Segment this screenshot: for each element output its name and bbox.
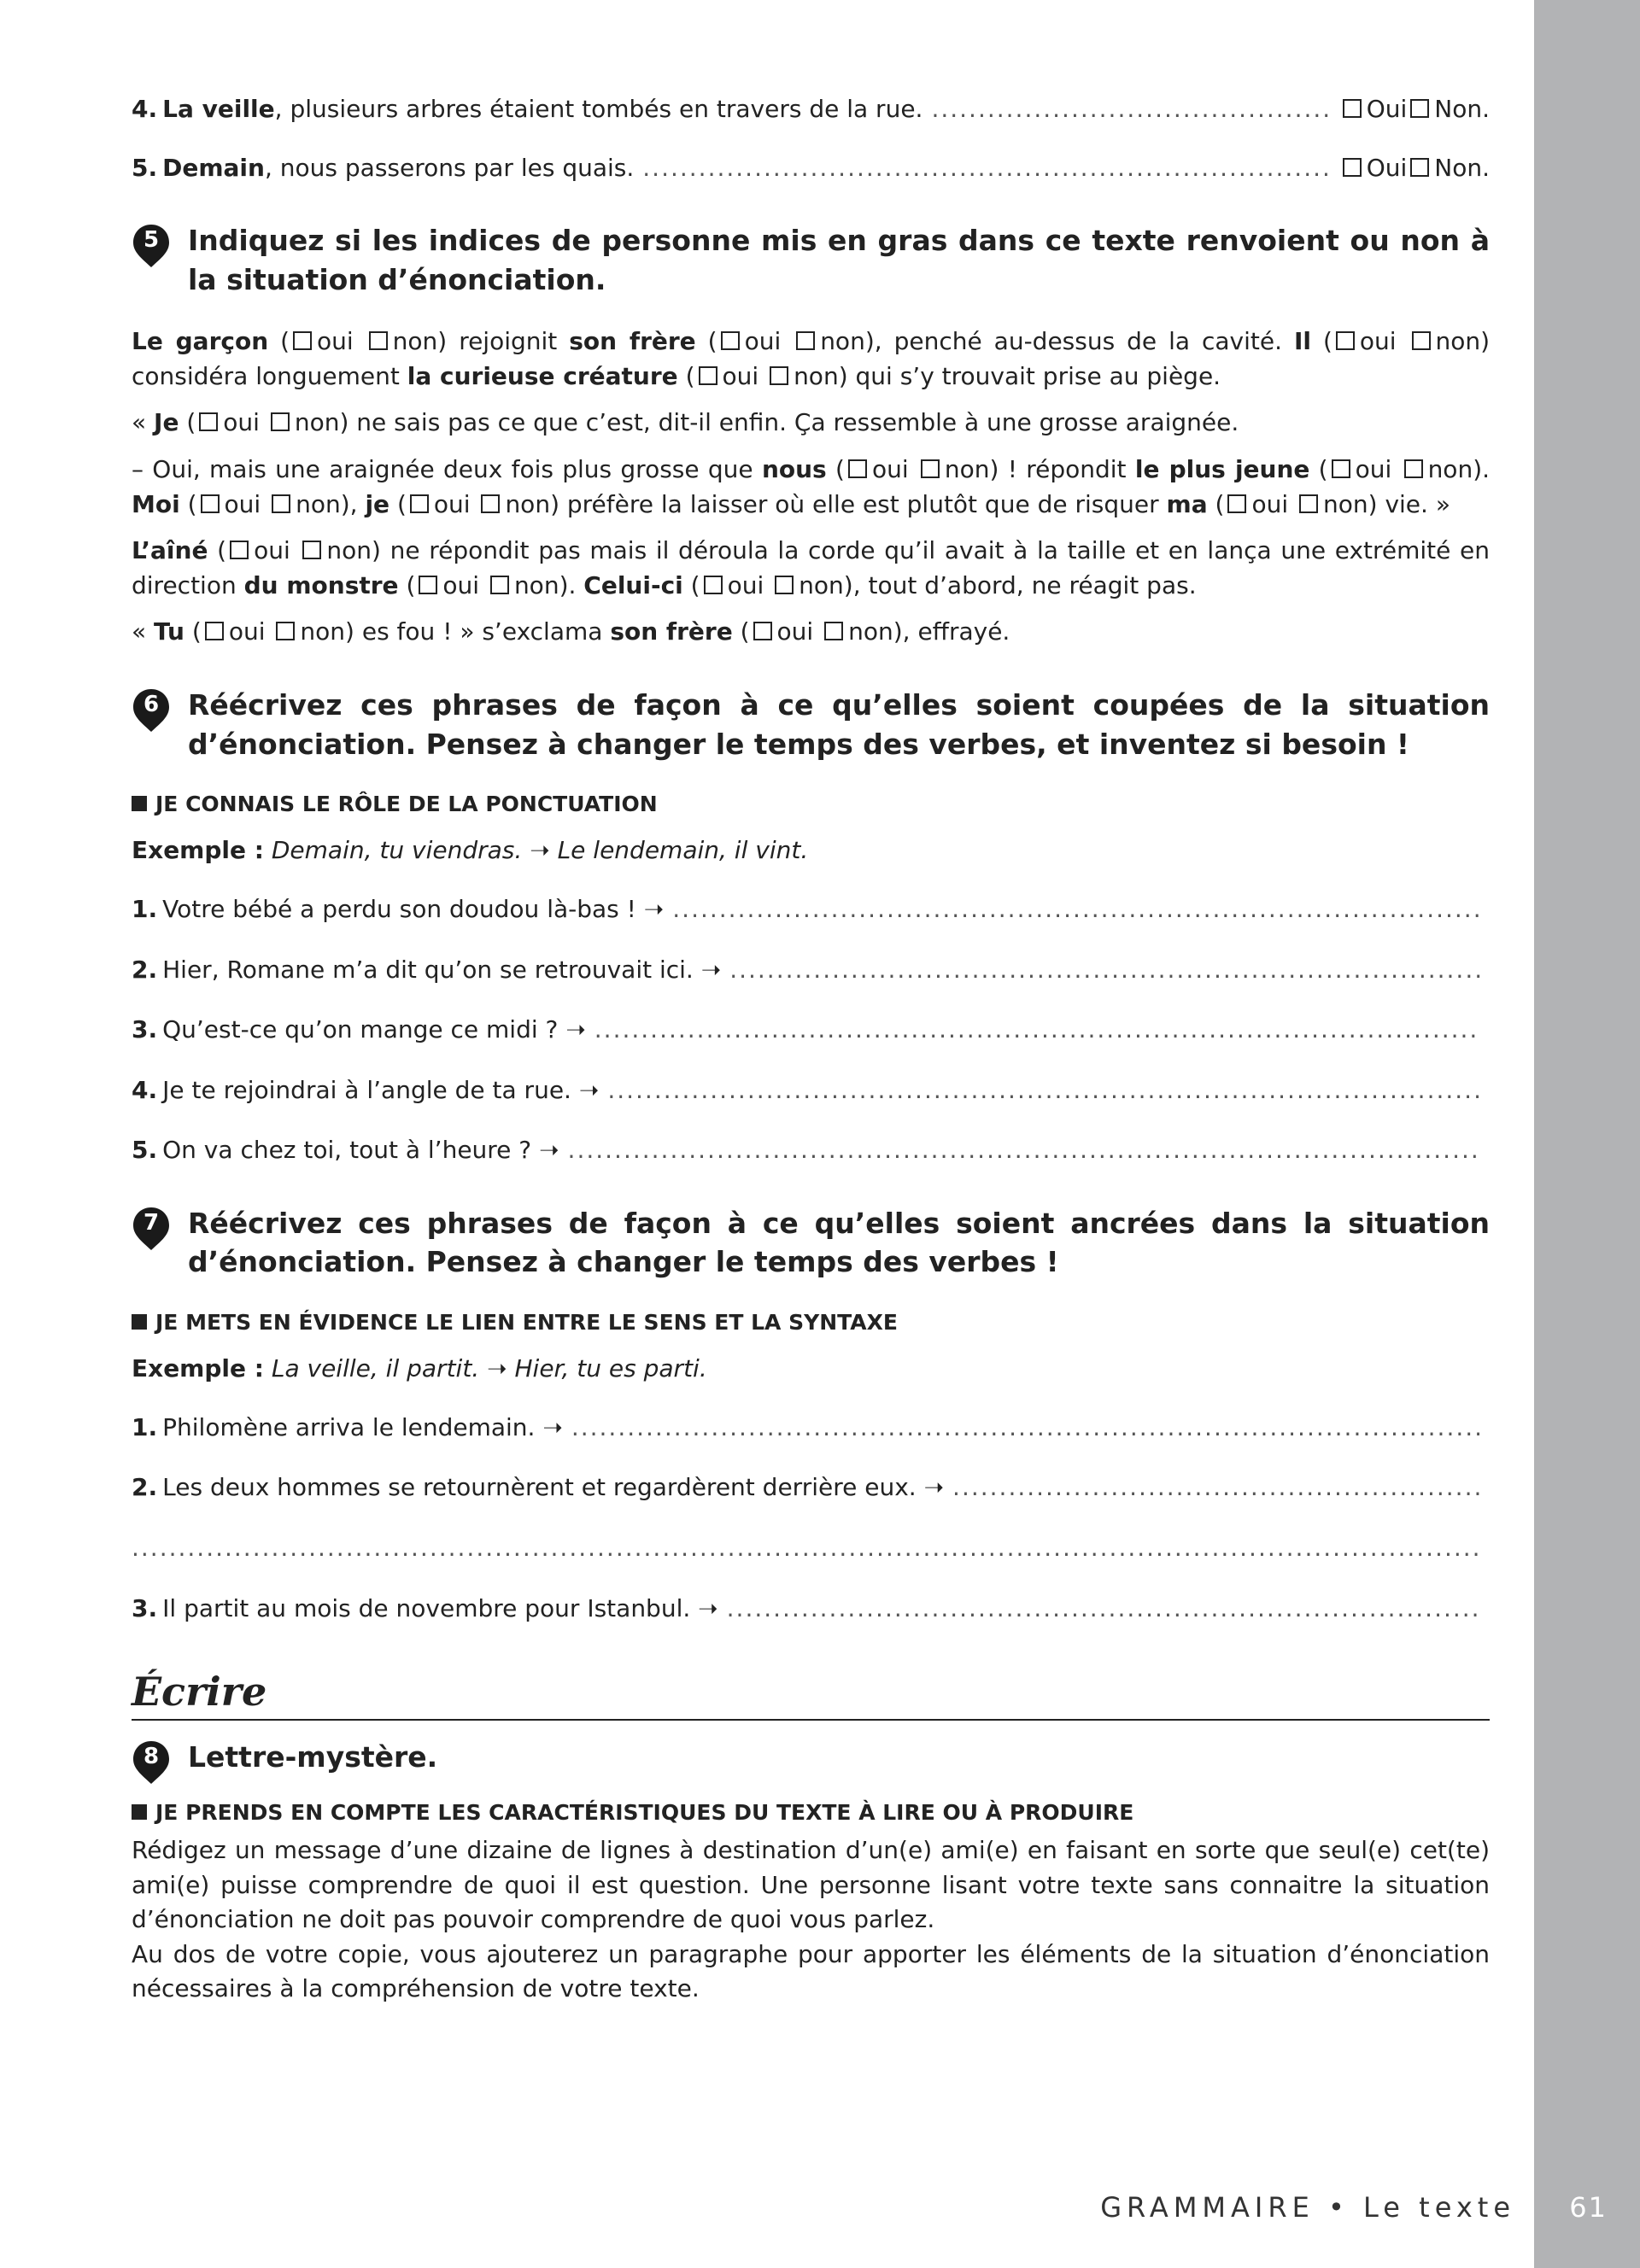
checkbox-icon[interactable] [1404,459,1423,478]
square-bullet-icon [132,796,147,811]
checkbox-icon[interactable] [271,412,290,431]
exercise-number-badge: 6 [132,687,171,727]
answer-item: 2. Hier, Romane m’a dit qu’on se retrouvait ici. ➝ ..... [132,953,1490,988]
checkbox-icon[interactable] [302,541,321,559]
checkbox-icon[interactable] [1343,99,1362,118]
checkbox-icon[interactable] [770,366,788,385]
item-text: , nous passerons par les quais. [264,153,635,182]
arrow-icon: ➝ [565,1015,586,1044]
side-margin-band [1534,0,1640,2268]
instruction-paragraph: Au dos de votre copie, vous ajouterez un paragraphe pour apporter les éléments de la situation d’énonciation nécessaires à la compréhension de votre texte. [132,1939,1490,2003]
dotted-leader [642,151,1330,186]
answer-field[interactable] [132,1531,1481,1566]
exercise-title: Lettre-mystère. [188,1739,438,1774]
item-bold-text: La veille [162,95,275,123]
checkbox-icon[interactable] [848,459,867,478]
checkbox-icon[interactable] [276,622,295,640]
answer-item: 3. Qu’est-ce qu’on mange ce midi ? ➝ ..... [132,1013,1490,1048]
item-number: 5. [132,153,158,182]
checkbox-icon[interactable] [704,576,723,594]
checkbox-icon[interactable] [1410,158,1429,177]
answer-item: 1. Votre bébé a perdu son doudou là-bas ! ➝ ..... [132,892,1490,927]
answer-continuation [132,1531,1490,1566]
example-line: Exemple : La veille, il partit. ➝ Hier, tu es parti. [132,1354,707,1383]
arrow-icon: ➝ [698,1593,718,1622]
top-item-5 [132,151,1490,186]
skill-heading: JE PRENDS EN COMPTE LES CARACTÉRISTIQUES DU TEXTE À LIRE OU À PRODUIRE [132,1797,1490,1828]
text-paragraph-1: Le garçon ( oui non) rejoignit son frère ( oui non), penché au-dessus de la cavité. Il ( oui non) considéra longuement la curieuse créature ( oui non) qui s’y trouvait prise au piège. [132,327,1491,390]
skill-heading: JE CONNAIS LE RÔLE DE LA PONCTUATION [132,789,1490,820]
checkbox-icon[interactable] [419,576,437,594]
answer-item: 1. Philomène arriva le lendemain. ➝ ..... [132,1411,1490,1446]
exercise-6-header [132,686,1490,763]
checkbox-icon[interactable] [1410,99,1429,118]
page-number: 61 [1569,2191,1608,2224]
answer-field[interactable] [727,1592,1481,1627]
skill-heading: JE METS EN ÉVIDENCE LE LIEN ENTRE LE SENS ET LA SYNTAXE [132,1307,1490,1338]
checkbox-icon[interactable] [410,494,429,513]
checkbox-icon[interactable] [230,541,249,559]
top-item-4 [132,92,1490,127]
exercise-5-header [132,221,1490,299]
item-bold-text: Demain [162,153,265,182]
checkbox-icon[interactable] [1332,459,1350,478]
section-heading-rule [132,1670,1490,1721]
choice-oui[interactable]: Oui [1339,92,1408,127]
instruction-paragraph: Rédigez un message d’une dizaine de lignes à destination d’un(e) ami(e) en faisant en sorte que seul(e) cet(te) ami(e) puisse comprendre de quoi il est question. Une personne lisant votre texte sans connaitre la situation d’énonciation ne doit pas pouvoir comprendre de quoi vous parlez. [132,1836,1490,1934]
arrow-icon: ➝ [530,836,550,865]
section-heading: Écrire [132,1669,267,1716]
checkbox-icon[interactable] [272,494,290,513]
text-paragraph-2: « Je ( oui non) ne sais pas ce que c’est, dit-il enfin. Ça ressemble à une grosse araignée. [132,408,1239,437]
arrow-icon: ➝ [643,894,665,923]
arrow-icon: ➝ [923,1473,945,1502]
answer-field[interactable] [594,1013,1481,1048]
item-text: , plusieurs arbres étaient tombés en travers de la rue. [274,95,923,123]
answer-item: 2. Les deux hommes se retournèrent et regardèrent derrière eux. ➝ ..... [132,1470,1490,1505]
answer-field[interactable] [729,953,1481,988]
arrow-icon: ➝ [542,1412,563,1441]
answer-field[interactable] [672,892,1481,927]
exercise-number-badge: 5 [132,223,171,262]
checkbox-icon[interactable] [753,622,772,640]
checkbox-icon[interactable] [796,331,815,350]
answer-field[interactable] [568,1133,1481,1168]
arrow-icon: ➝ [487,1354,507,1383]
text-paragraph-3: – Oui, mais une araignée deux fois plus grosse que nous ( oui non) ! répondit le plus jeune ( oui non). Moi ( oui non), je ( oui non) préfère la laisser où elle est plutôt que de risquer ma ( oui non) vie. » [132,455,1491,518]
checkbox-icon[interactable] [921,459,940,478]
answer-field[interactable] [952,1470,1481,1505]
running-footer: GRAMMAIRE • Le texte [1100,2191,1515,2224]
answer-item: 5. On va chez toi, tout à l’heure ? ➝ ..... [132,1133,1490,1168]
item-number: 4. [132,95,158,123]
checkbox-icon[interactable] [369,331,388,350]
exercise-number-badge: 7 [132,1206,171,1245]
checkbox-icon[interactable] [1412,331,1431,350]
choice-oui[interactable]: Oui [1339,151,1408,186]
text-paragraph-4: L’aîné ( oui non) ne répondit pas mais il déroula la corde qu’il avait à la taille et en lança une extrémité en direction du monstre ( oui non). Celui-ci ( oui non), tout d’abord, ne réagit pas. [132,536,1491,599]
checkbox-icon[interactable] [1336,331,1355,350]
checkbox-icon[interactable] [699,366,718,385]
square-bullet-icon [132,1804,147,1820]
answer-field[interactable] [607,1073,1481,1108]
checkbox-icon[interactable] [201,494,220,513]
exercise-8-header [132,1738,1490,1779]
checkbox-icon[interactable] [1343,158,1362,177]
checkbox-icon[interactable] [721,331,740,350]
exercise-number-badge: 8 [132,1739,171,1779]
square-bullet-icon [132,1314,147,1330]
checkbox-icon[interactable] [481,494,500,513]
checkbox-icon[interactable] [205,622,224,640]
example-line: Exemple : Demain, tu viendras. ➝ Le lendemain, il vint. [132,836,809,865]
exercise-title: Réécrivez ces phrases de façon à ce qu’elles soient coupées de la situation d’énonciation. Pensez à changer le temps des verbes, et inventez si besoin ! [188,688,1490,761]
exercise-title: Indiquez si les indices de personne mis en gras dans ce texte renvoient ou non à la situation d’énonciation. [188,224,1490,296]
arrow-icon: ➝ [539,1136,559,1165]
answer-field[interactable] [571,1411,1481,1446]
checkbox-icon[interactable] [775,576,794,594]
bullet-icon: • [1327,2191,1350,2224]
exercise-7-header [132,1204,1490,1282]
answer-item: 3. Il partit au mois de novembre pour Istanbul. ➝ ..... [132,1592,1490,1627]
choice-non[interactable]: Non. [1407,92,1490,127]
checkbox-icon[interactable] [490,576,509,594]
checkbox-icon[interactable] [1227,494,1246,513]
page-content [132,92,1490,2019]
arrow-icon: ➝ [578,1075,600,1104]
checkbox-icon[interactable] [1299,494,1318,513]
checkbox-icon[interactable] [293,331,312,350]
arrow-icon: ➝ [700,955,722,984]
checkbox-icon[interactable] [824,622,843,640]
text-paragraph-5: « Tu ( oui non) es fou ! » s’exclama son frère ( oui non), effrayé. [132,617,1010,646]
dotted-leader [931,92,1330,127]
checkbox-icon[interactable] [199,412,218,431]
answer-item: 4. Je te rejoindrai à l’angle de ta rue. ➝ ..... [132,1073,1490,1108]
exercise-title: Réécrivez ces phrases de façon à ce qu’elles soient ancrées dans la situation d’énonciation. Pensez à changer le temps des verbes ! [188,1206,1490,1279]
choice-non[interactable]: Non. [1407,151,1490,186]
